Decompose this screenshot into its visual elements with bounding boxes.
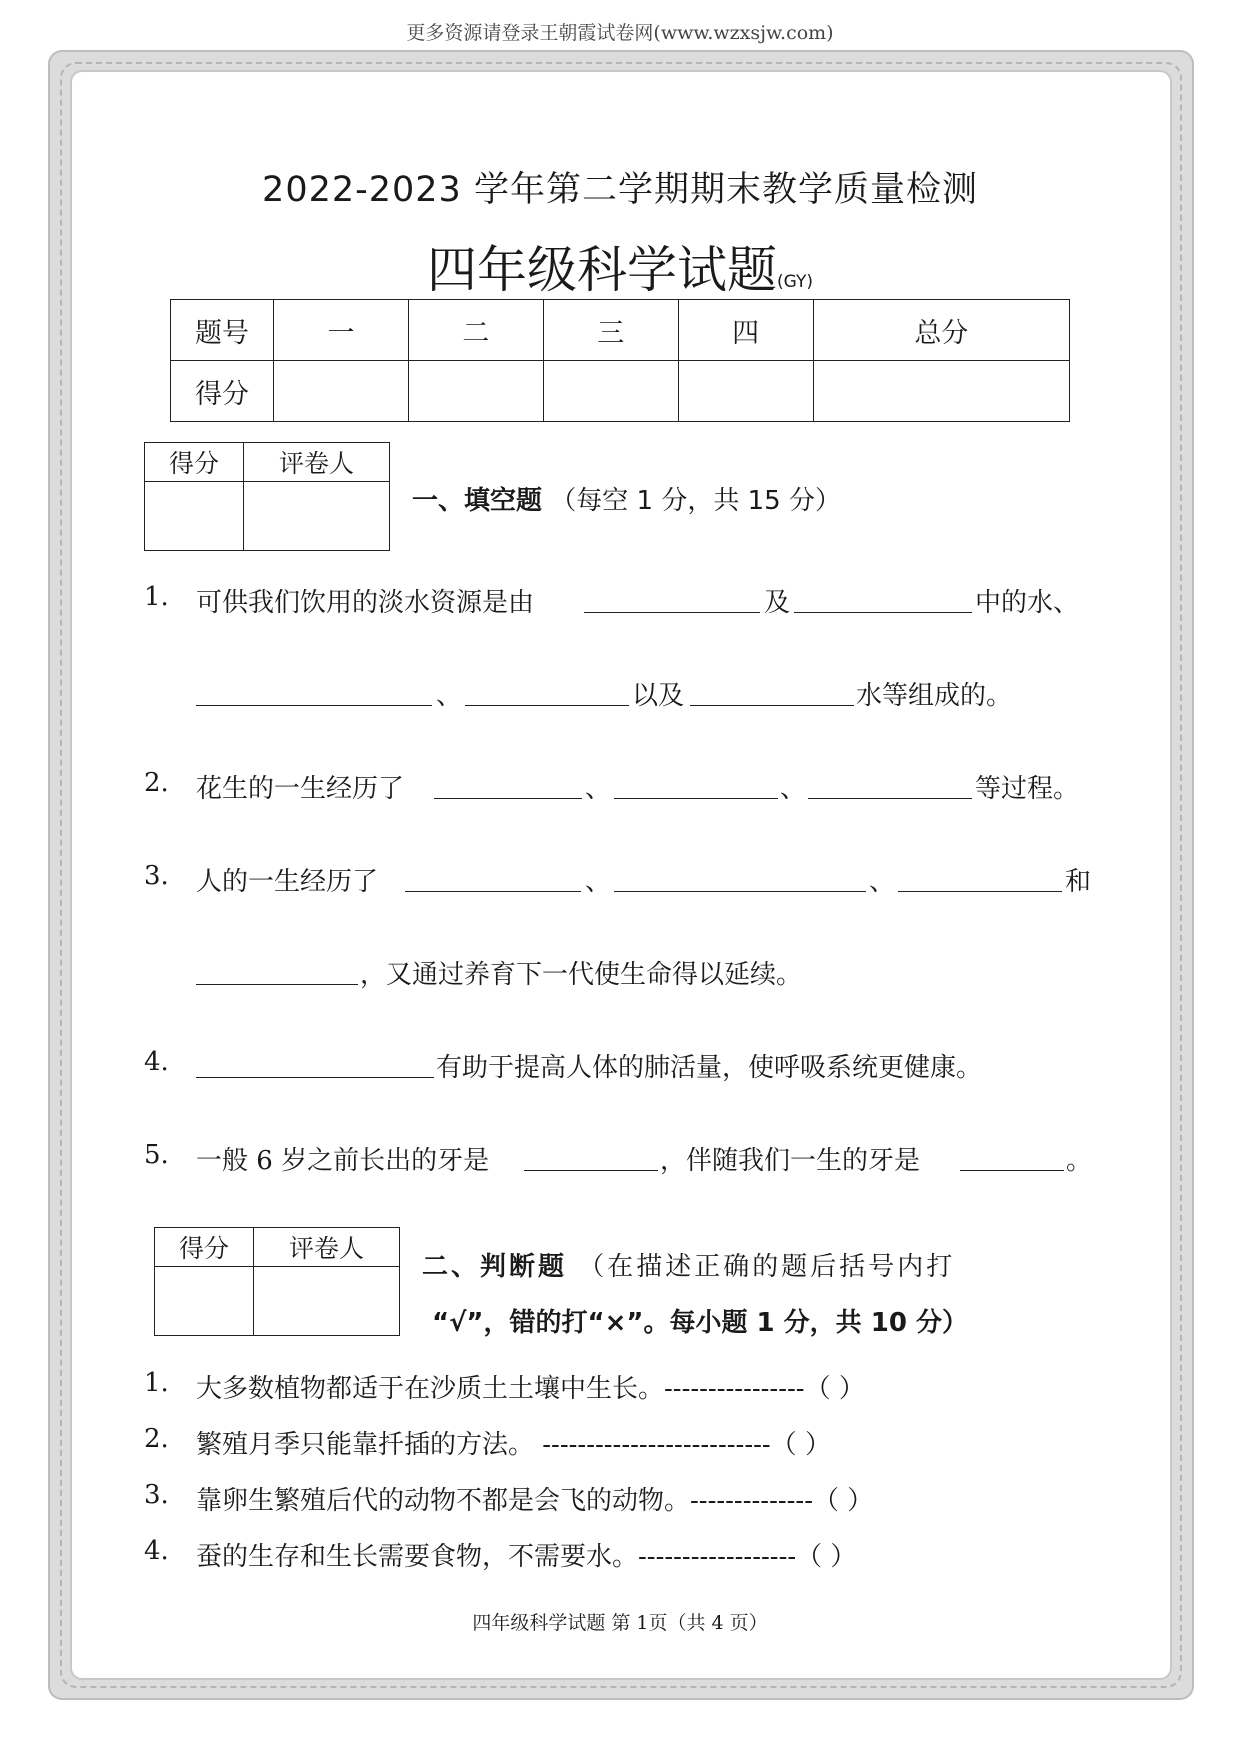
answer-blank[interactable] [960, 1140, 1064, 1171]
q-text: ，伴随我们一生的牙是 [660, 1146, 921, 1176]
judge-item [0, 1536, 1240, 1576]
subject-code: (GY) [777, 272, 813, 292]
q-text: 人的一生经历了 [196, 867, 379, 897]
q2 [0, 768, 1240, 808]
q3 [0, 861, 1240, 901]
watermark: 更多资源请登录王朝霞试卷网(www.wzxsjw.com) [406, 22, 834, 44]
q-text: 以及 [632, 681, 685, 711]
q-text: ，又通过养育下一代使生命得以延续。 [360, 960, 803, 990]
q-text: 及 [764, 588, 791, 618]
section2-note-line1: （在描述正确的题后括号内打 [578, 1252, 956, 1282]
answer-blank[interactable] [196, 675, 432, 706]
score-cell[interactable] [274, 361, 409, 422]
page-footer: 四年级科学试题 第 1页（共 4 页） [472, 1612, 768, 1634]
answer-blank[interactable] [405, 861, 581, 892]
q-text: 可供我们饮用的淡水资源是由 [196, 588, 535, 618]
answer-blank[interactable] [690, 675, 854, 706]
answer-blank[interactable] [196, 1047, 434, 1078]
section1-note: （每空 1 分，共 15 分） [550, 486, 841, 516]
q3-cont [0, 954, 1240, 994]
grader-name-cell[interactable] [254, 1267, 400, 1336]
q-text: 。 [1066, 1146, 1093, 1176]
q-number: 4. [144, 1047, 169, 1077]
score-cell[interactable] [543, 361, 678, 422]
answer-blank[interactable] [614, 768, 778, 799]
grader-score-cell[interactable] [145, 482, 244, 551]
q-number: 2. [144, 768, 169, 798]
q-text: 和 [1065, 867, 1092, 897]
q-text: 水等组成的。 [856, 681, 1013, 711]
score-header-cell: 总分 [813, 300, 1069, 361]
q-number: 4. [144, 1536, 169, 1566]
grader-name-cell[interactable] [244, 482, 390, 551]
judge-item [0, 1480, 1240, 1520]
answer-blank[interactable] [614, 861, 866, 892]
score-header-cell: 一 [274, 300, 409, 361]
q-text: 花生的一生经历了 [196, 774, 405, 804]
judge-text: 大多数植物都适于在沙质土土壤中生长。----------------（ ） [196, 1374, 865, 1404]
q1-cont [0, 675, 1240, 715]
q-text: 、 [585, 867, 612, 897]
judge-text: 繁殖月季只能靠扦插的方法。 --------------------------（ ） [196, 1430, 831, 1460]
answer-blank[interactable] [808, 768, 972, 799]
q1 [0, 582, 1240, 622]
grader-header: 评卷人 [254, 1228, 400, 1267]
q-number: 3. [144, 1480, 169, 1510]
score-cell[interactable] [813, 361, 1069, 422]
q-number: 3. [144, 861, 169, 891]
q-text: 有助于提高人体的肺活量，使呼吸系统更健康。 [436, 1053, 983, 1083]
q4 [0, 1047, 1240, 1087]
exam-subject-title [0, 230, 1240, 302]
q-text: 、 [869, 867, 896, 897]
grader-box-1 [144, 442, 390, 551]
answer-blank[interactable] [898, 861, 1062, 892]
exam-term-title: 2022-2023 学年第二学期期末教学质量检测 [262, 170, 978, 210]
judge-item [0, 1424, 1240, 1464]
grader-score-cell[interactable] [155, 1267, 254, 1336]
q-text: 等过程。 [975, 774, 1080, 804]
q-text: 中的水、 [975, 588, 1080, 618]
q-number: 5. [144, 1140, 169, 1170]
section2-title: 二、判断题 [422, 1252, 568, 1282]
subject-title-text: 四年级科学试题 [427, 241, 777, 299]
q-text: 、 [436, 681, 463, 711]
score-row-label: 得分 [171, 361, 274, 422]
score-header-cell: 题号 [171, 300, 274, 361]
section2-note-line2: “√”，错的打“×”。每小题 1 分，共 10 分） [432, 1308, 968, 1338]
score-cell[interactable] [678, 361, 813, 422]
answer-blank[interactable] [794, 582, 972, 613]
section1-title: 一、填空题 [412, 486, 543, 516]
q-text: 一般 6 岁之前长出的牙是 [196, 1146, 490, 1176]
q-number: 1. [144, 582, 169, 612]
grader-header: 得分 [155, 1228, 254, 1267]
answer-blank[interactable] [196, 954, 358, 985]
score-header-cell: 二 [408, 300, 543, 361]
judge-text: 靠卵生繁殖后代的动物不都是会飞的动物。--------------（ ） [196, 1486, 874, 1516]
grader-box-2 [154, 1227, 400, 1336]
q-text: 、 [585, 774, 612, 804]
section2-heading [422, 1246, 955, 1283]
grader-header: 评卷人 [244, 443, 390, 482]
q5 [0, 1140, 1240, 1180]
score-table [170, 299, 1070, 422]
score-header-cell: 三 [543, 300, 678, 361]
answer-blank[interactable] [465, 675, 629, 706]
grader-header: 得分 [145, 443, 244, 482]
score-header-cell: 四 [678, 300, 813, 361]
judge-text: 蚕的生存和生长需要食物，不需要水。------------------（ ） [196, 1542, 857, 1572]
answer-blank[interactable] [434, 768, 582, 799]
score-cell[interactable] [408, 361, 543, 422]
answer-blank[interactable] [584, 582, 760, 613]
q-text: 、 [780, 774, 807, 804]
q-number: 2. [144, 1424, 169, 1454]
answer-blank[interactable] [524, 1140, 658, 1171]
section1-heading [412, 480, 841, 517]
judge-item [0, 1368, 1240, 1408]
q-number: 1. [144, 1368, 169, 1398]
